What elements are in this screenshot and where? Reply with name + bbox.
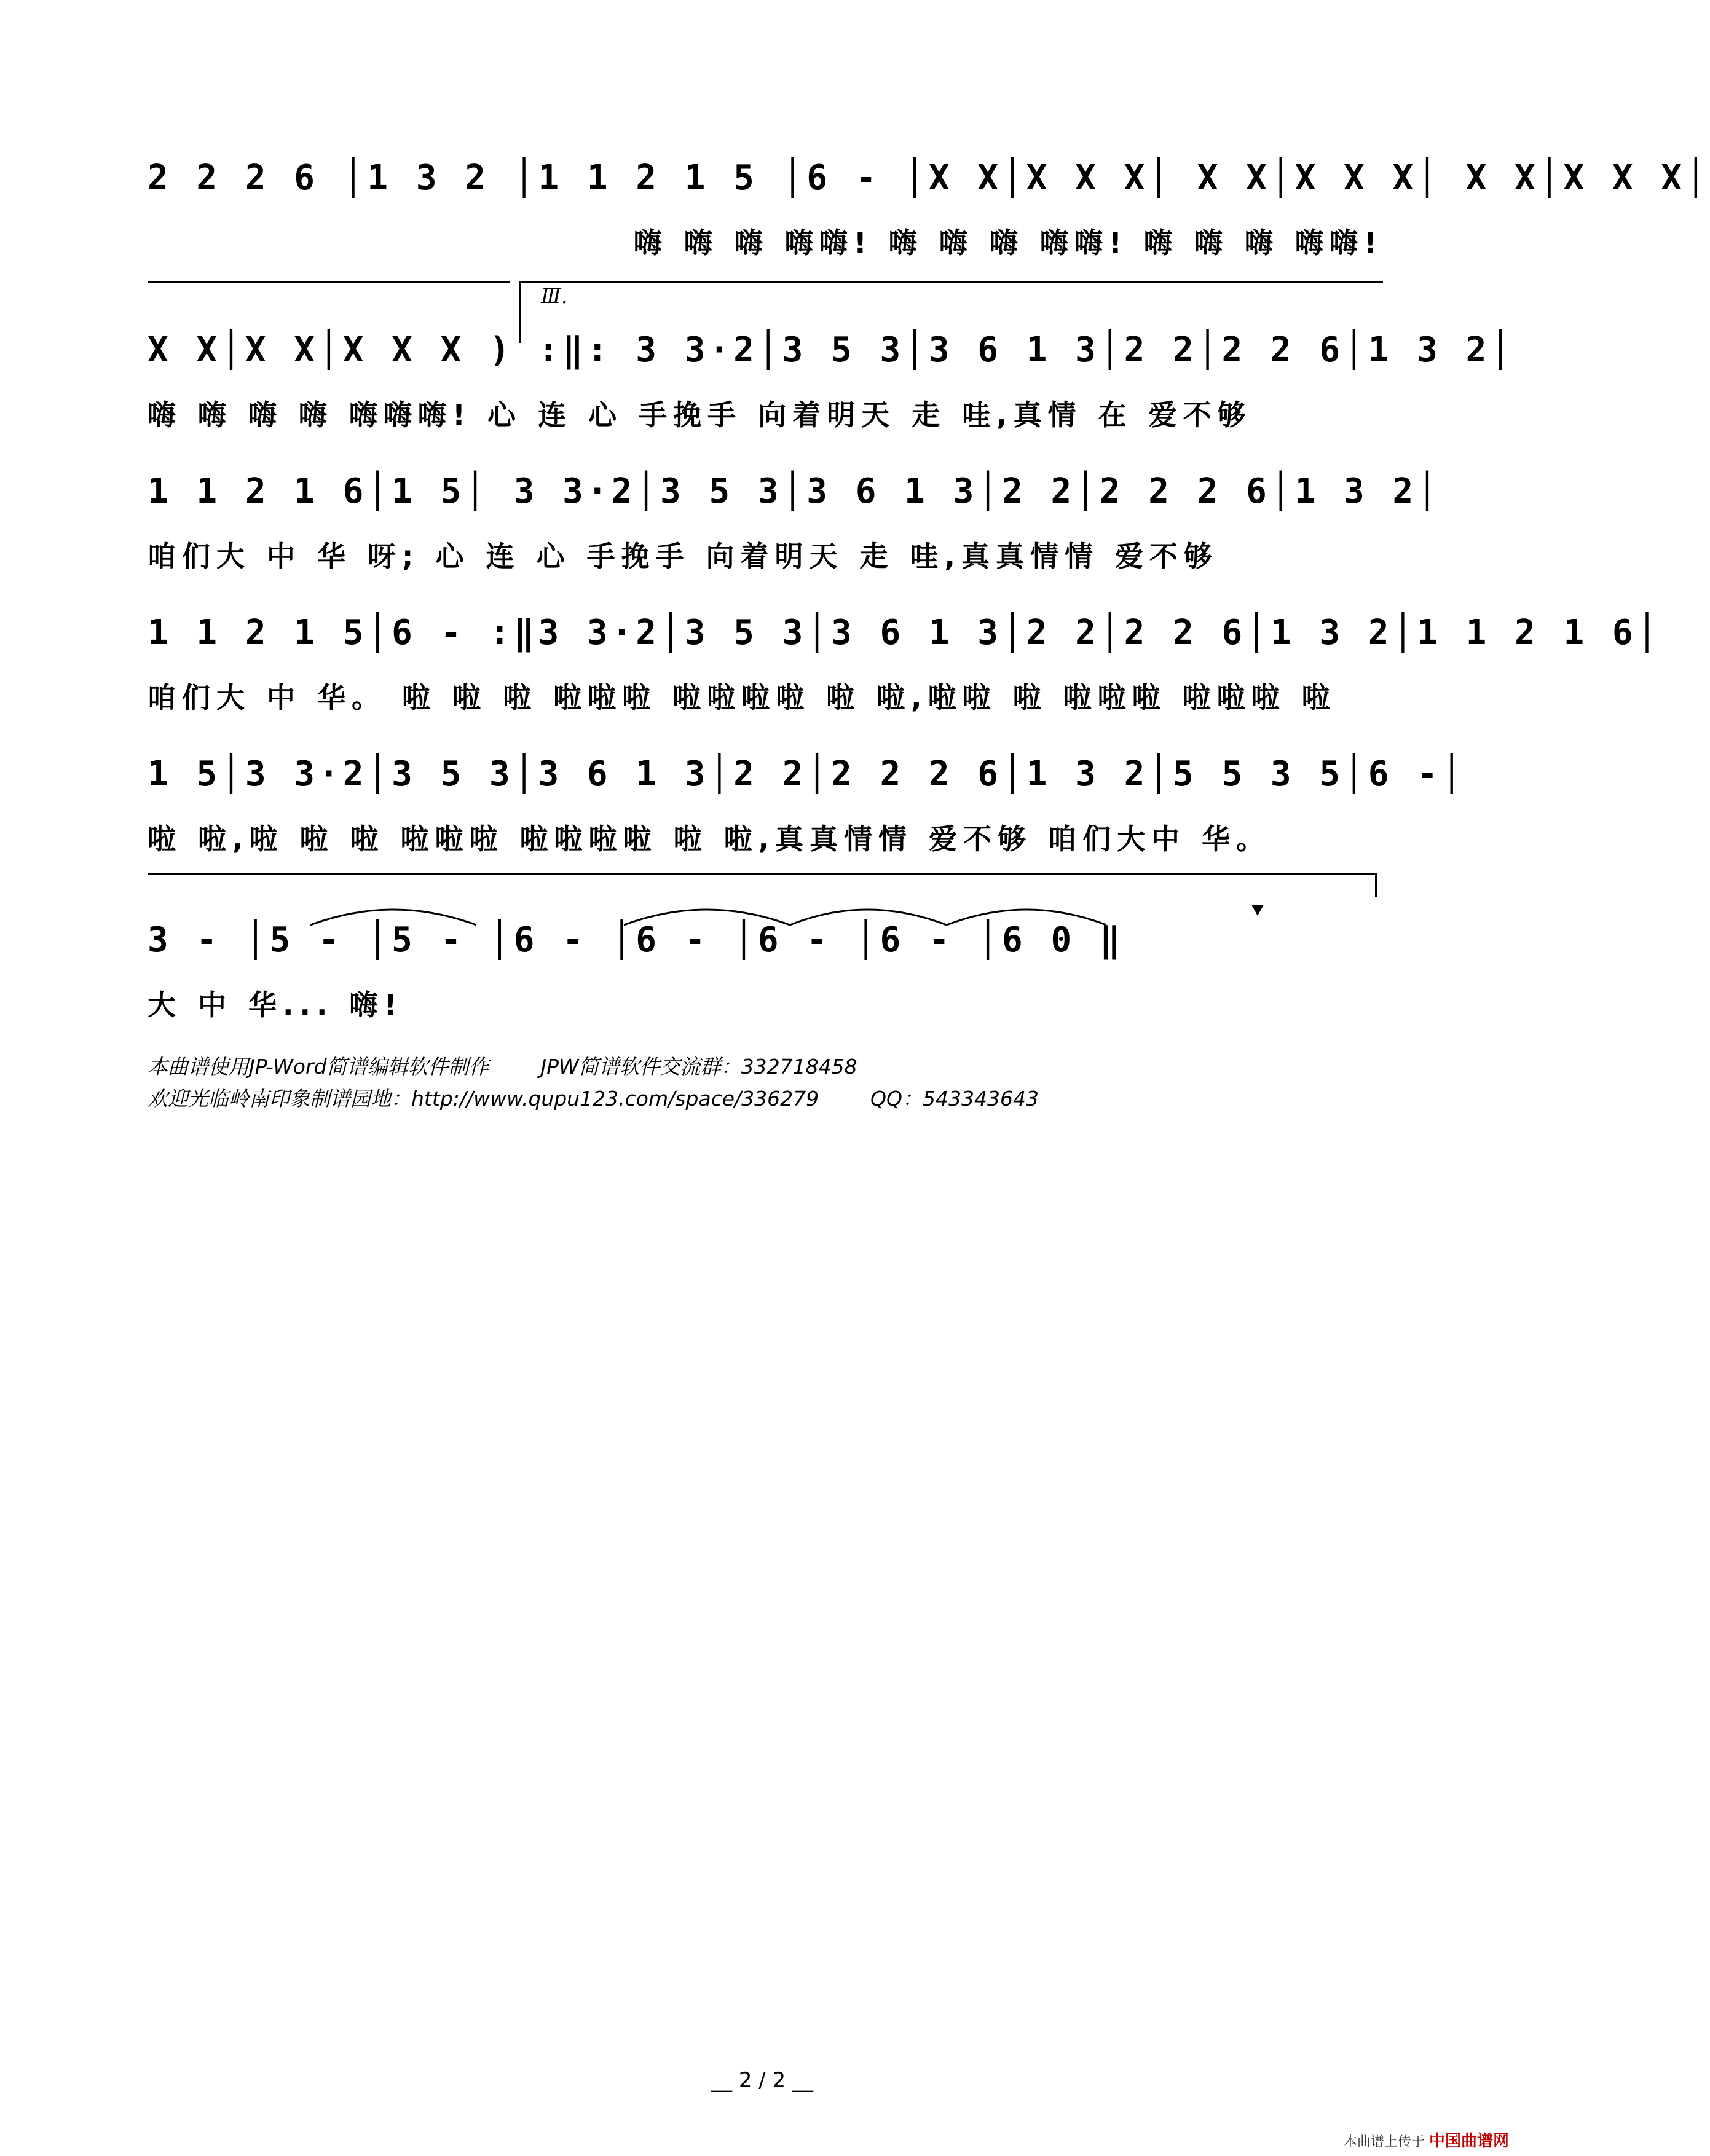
score-system-5	[148, 744, 1466, 860]
volta-bracket-line-right	[519, 281, 1383, 283]
lyrics-line-2: 嗨 嗨 嗨 嗨 嗨嗨嗨! 心 连 心 手挽手 向着明天 走 哇,真情 在 爱不够	[148, 398, 1252, 431]
score-system-6	[148, 910, 1383, 1026]
score-system-3	[148, 461, 1441, 578]
notes-line-3: 1 1 2 1 6│1 5│ 3 3·2│3 5 3│3 6 1 3│2 2│2 2 2 6│1 3 2│	[148, 471, 1441, 511]
lyrics-line-4: 咱们大 中 华。 啦 啦 啦 啦啦啦 啦啦啦啦 啦 啦,啦啦 啦 啦啦啦 啦啦啦 啦	[148, 681, 1336, 714]
lyrics-line-3: 咱们大 中 华 呀; 心 连 心 手挽手 向着明天 走 哇,真真情情 爱不够	[148, 540, 1219, 573]
score-system-2	[148, 320, 1515, 436]
volta-label: Ⅲ.	[541, 284, 568, 309]
upload-credit-prefix: 本曲谱上传于	[1343, 2134, 1425, 2150]
footer-software-note: 本曲谱使用JP-Word简谱编辑软件制作 JPW简谱软件交流群：332718458	[148, 1055, 857, 1079]
page-number: __ 2 / 2 __	[711, 2068, 813, 2093]
score-system-1	[148, 148, 1710, 264]
site-brand: 中国曲谱网	[1428, 2132, 1509, 2150]
notes-line-2: X X│X X│X X X ) :‖: 3 3·2│3 5 3│3 6 1 3│2 2│2 2 6│1 3 2│	[148, 330, 1515, 370]
footer-website-note: 欢迎光临岭南印象制谱园地：http://www.qupu123.com/space/336279 QQ：543343643	[148, 1087, 1039, 1111]
upload-credit	[1344, 2128, 1509, 2151]
score-system-4	[148, 602, 1661, 719]
notes-line-5: 1 5│3 3·2│3 5 3│3 6 1 3│2 2│2 2 2 6│1 3 2│5 5 3 5│6 -│	[148, 754, 1466, 794]
volta-bracket-line-left	[148, 281, 510, 283]
notes-line-1: 2 2 2 6 │1 3 2 │1 1 2 1 5 │6 - │X X│X X X│ X X│X X X│ X X│X X X│	[148, 158, 1710, 198]
lyrics-line-5: 啦 啦,啦 啦 啦 啦啦啦 啦啦啦啦 啦 啦,真真情情 爱不够 咱们大中 华。	[148, 822, 1271, 856]
lyrics-line-1: 嗨 嗨 嗨 嗨嗨! 嗨 嗨 嗨 嗨嗨! 嗨 嗨 嗨 嗨嗨!	[633, 226, 1383, 259]
lyrics-line-6: 大 中 华... 嗨!	[148, 988, 403, 1021]
notes-line-6: 3 - │5 - │5 - │6 - │6 - │6 - │6 - │6 0 ‖	[148, 920, 1124, 960]
notes-line-4: 1 1 2 1 5│6 - :‖3 3·2│3 5 3│3 6 1 3│2 2│2 2 6│1 3 2│1 1 2 1 6│	[148, 613, 1661, 653]
system-6-top-rule	[148, 873, 1377, 875]
